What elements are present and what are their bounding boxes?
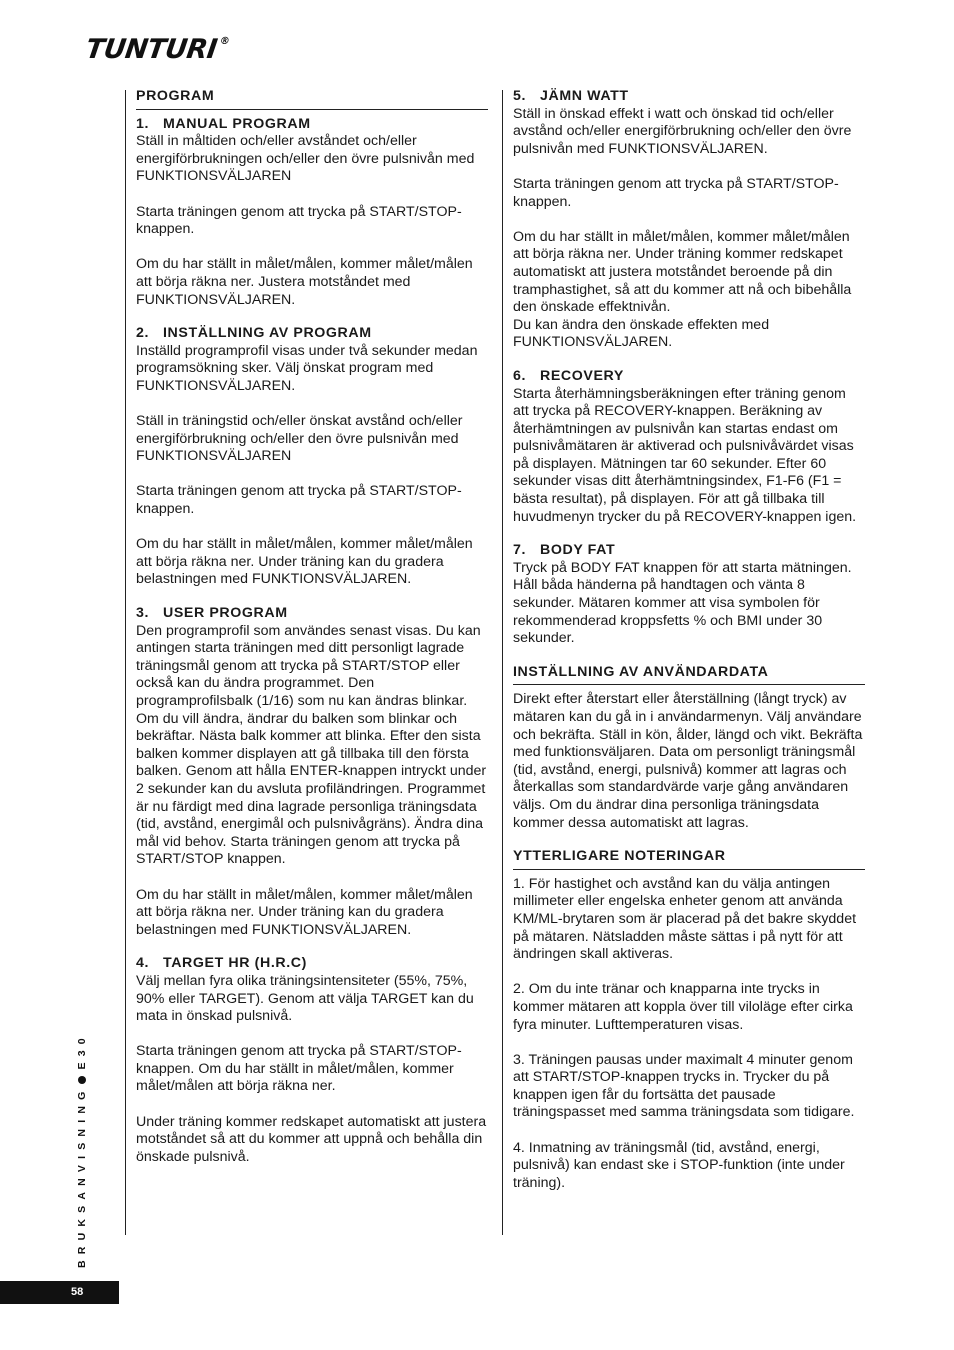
target-hr-section [136,955,488,1166]
program-setting-section [136,325,488,589]
page-number-box [0,1281,119,1304]
side-label-text: BRUKSANVISNING [76,1085,88,1268]
model-label: E30 [76,1032,88,1070]
notes-section [513,848,865,1192]
right-column [513,88,865,1208]
program-setting-text-2: Ställ in träningstid och/eller önskat avstånd och/eller energiförbrukning och/eller den övre pulsnivån med FUNKTIONSVÄLJAREN [136,413,463,465]
left-column-rule [125,90,126,1235]
manual-program-text-3: Om du har ställt in målet/målen, kommer målet/målen att börja räkna ner. Justera motståndet med FUNKTIONSVÄLJAREN. [136,256,473,308]
user-program-section [136,605,488,939]
program-setting-heading: 2. INSTÄLLNING AV PROGRAM [136,325,372,342]
note-3: 3. Träningen pausas under maximalt 4 minuter genom att START/STOP-knappen trycks in. Trycker du på knappen igen får du fortsätta det pausade träningspasset med samma träningsdata som tidigare. [513,1051,855,1121]
center-column-rule [502,90,503,1235]
brand-logo [84,34,230,65]
manual-program-section [136,116,488,310]
constant-watt-text-1: Ställ in önskad effekt i watt och önskad tid och/eller avstånd och/eller energiförbrukning och/eller den övre pulsnivån med FUNKTIONSVÄLJAREN. [513,105,852,157]
manual-program-text-2: Starta träningen genom att trycka på START/STOP-knappen. [136,203,462,238]
target-hr-heading: 4. TARGET HR (H.R.C) [136,955,307,972]
recovery-section [513,368,865,526]
target-hr-text-2: Starta träningen genom att trycka på START/STOP-knappen. Om du har ställt in målet/målen, kommer målet/målen att börja räkna ner. [136,1043,462,1095]
brand-name: TUNTURI [83,34,219,65]
section-title-program: PROGRAM [136,88,488,110]
note-1: 1. För hastighet och avstånd kan du välja antingen millimeter eller engelska enheter genom att använda KM/ML-brytaren som är placerad på det bakre skyddet på mätaren. Nätsladden måste sättas i på nytt för att ändringen skall aktiveras. [513,875,857,963]
registered-mark: ® [218,36,231,47]
body-fat-heading: 7. BODY FAT [513,542,616,559]
notes-heading: YTTERLIGARE NOTERINGAR [513,848,865,870]
manual-program-text-1: Ställ in måltiden och/eller avståndet och/eller energiförbrukningen och/eller den övre pulsnivån med FUNKTIONSVÄLJAREN [136,133,475,185]
bullet-dot [78,1076,86,1084]
body-fat-section [513,542,865,648]
constant-watt-heading: 5. JÄMN WATT [513,88,629,104]
program-setting-text-3: Starta träningen genom att trycka på START/STOP-knappen. [136,483,462,518]
user-data-text-1: Direkt efter återstart eller återställning (långt tryck) av mätaren kan du gå in i användarmenyn. Välj användare och bekräfta. Ställ in kön, ålder, längd och vikt. Bekräfta med funktionsväljaren. Data om personligt träningsmål (tid, avstånd, energi, pulsnivå) kommer att lagras och återkallas som standardvärde varje gång användaren väljs. Om du ändrar dina personliga träningsdata kommer dessa automatiskt att lagras. [513,691,863,831]
side-label [76,1032,88,1268]
constant-watt-text-3: Om du har ställt in målet/målen, kommer målet/målen att börja räkna ner. Under träning kommer redskapet automatiskt att justera motståndet beroende på din tramphastighet, så att du kommer att nå och bibehålla den önskade effektnivån. [513,228,852,316]
constant-watt-section [513,88,865,352]
user-data-section [513,664,865,832]
note-4: 4. Inmatning av träningsmål (tid, avstånd, energi, pulsnivå) kan endast ske i STOP-funktion (inte under träning). [513,1139,845,1191]
user-program-text-1: Den programprofil som användes senast visas. Du kan antingen starta träningen med ditt personligt lagrade träningsmål genom att trycka på START/STOP eller också kan du ändra programmet. Den programprofilsbalk (1/16) som nu kan ändras blinkar. Om du vill ändra, ändrar du balken som blinkar och bekräftar. Nästa balk kommer att blinka. Efter den sista balken kommer displayen att gå tillbaka till den första balken. Genom att hålla ENTER-knappen intryckt under 2 sekunder kan du avsluta profiländringen. Programmet är nu färdigt med dina lagrade personliga träningsdata (tid, avstånd, energimål och pulsnivågräns). Ändra dina mål vid behov. Starta träningen genom att trycka på START/STOP knappen. [136,622,487,868]
note-2: 2. Om du inte tränar och knapparna inte trycks in kommer mätaren att koppla över till viloläge efter cirka fyra minuter. Lufttemperaturen visas. [513,981,853,1033]
page-number: 58 [71,1286,84,1298]
program-setting-text-4: Om du har ställt in målet/målen, kommer målet/målen att börja räkna ner. Under träning kan du gradera belastningen med FUNKTIONSVÄLJAREN. [136,536,473,588]
body-fat-text-1: Tryck på BODY FAT knappen för att starta mätningen. Håll båda händerna på handtagen och vänta 8 sekunder. Mätaren kommer att visa symbolen för rekommenderad kroppsfetts % och BMI under 30 sekunder. [513,559,852,647]
user-program-text-2: Om du har ställt in målet/målen, kommer målet/målen att börja räkna ner. Under träning kan du gradera belastningen med FUNKTIONSVÄLJAREN. [136,886,473,938]
constant-watt-text-2: Starta träningen genom att trycka på START/STOP-knappen. [513,175,839,210]
manual-program-heading: 1. MANUAL PROGRAM [136,115,311,132]
left-column [136,88,488,1182]
constant-watt-text-4: Du kan ändra den önskade effekten med FUNKTIONSVÄLJAREN. [513,316,770,351]
recovery-text-1: Starta återhämningsberäkningen efter träning genom att trycka på RECOVERY-knappen. Beräkning av återhämtningen av pulsnivån kan startas endast om pulsnivåmätaren är aktiverad och pulsnivåvärdet visas på displayen. Mätningen tar 60 sekunder. Efter 60 sekunder visas ditt återhämtningsindex, F1-F6 (F1 = bästa resultat), på displayen. För att gå tillbaka till huvudmenyn trycker du på RECOVERY-knappen igen. [513,385,857,525]
user-program-heading: 3. USER PROGRAM [136,605,288,622]
program-setting-text-1: Inställd programprofil visas under två sekunder medan programsökning sker. Välj önskat program med FUNKTIONSVÄLJAREN. [136,342,478,394]
recovery-heading: 6. RECOVERY [513,367,624,384]
target-hr-text-3: Under träning kommer redskapet automatiskt att justera motståndet så att du kommer att uppnå och behålla din önskade pulsnivå. [136,1113,487,1165]
target-hr-text-1: Välj mellan fyra olika träningsintensiteter (55%, 75%, 90% eller TARGET). Genom att välja TARGET kan du mata in önskad pulsnivå. [136,972,474,1025]
user-data-heading: INSTÄLLNING AV ANVÄNDARDATA [513,664,865,686]
